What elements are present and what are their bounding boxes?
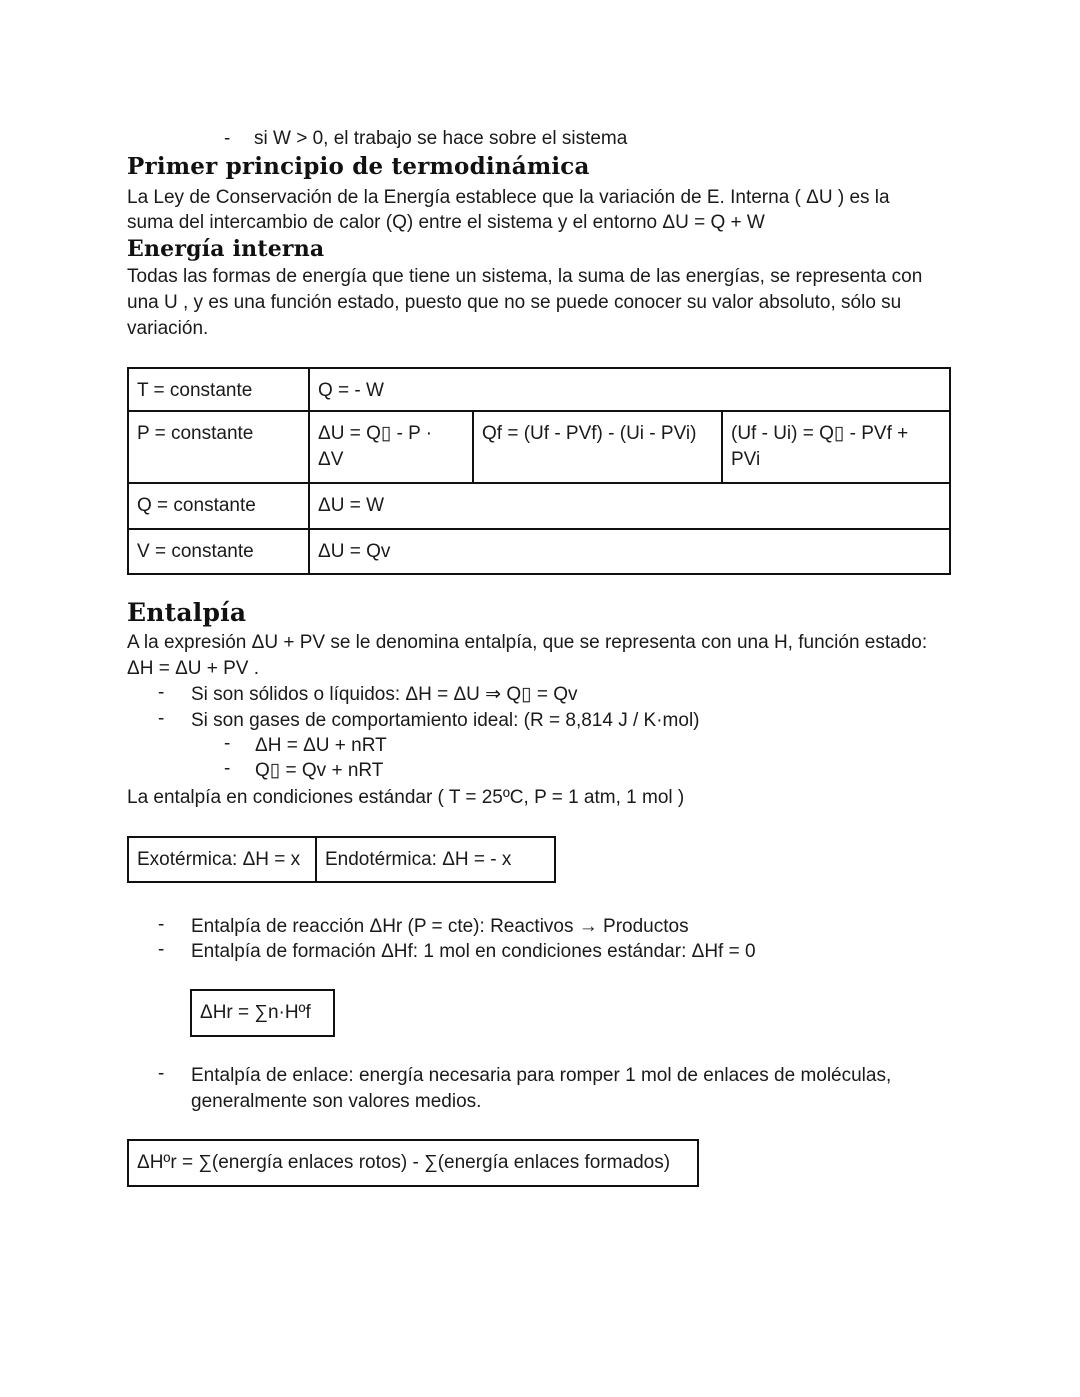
table-cell-condition: Q = constante [128, 483, 309, 529]
formula-box-reaccion [190, 989, 335, 1037]
endotermica-label: Endotérmica: ΔH = - x [325, 848, 512, 870]
entalpia-sub-bullet-2: Q▯ = Qv + nRT [255, 760, 384, 781]
box-divider [315, 838, 317, 881]
sub-bullet-dash: - [224, 733, 231, 754]
uf-ui-line-1: (Uf - Ui) = Q▯ - PVf + [731, 423, 909, 444]
sub-bullet-dash: - [224, 758, 231, 779]
entalpia-bullet-2: Si son gases de comportamiento ideal: (R = 8,814 J / K·mol) [191, 710, 700, 731]
primer-line-1: La Ley de Conservación de la Energía establece que la variación de E. Interna ( ΔU ) es la [127, 187, 890, 208]
uf-ui-line-2: PVi [731, 449, 761, 470]
table-cell-condition: T = constante [128, 368, 309, 411]
energia-line-3: variación. [127, 318, 209, 339]
table-cell-formula: Q = - W [309, 368, 950, 411]
table-cell-qf: Qf = (Uf - PVf) - (Ui - PVi) [473, 411, 722, 483]
table-row [128, 411, 950, 483]
bullet-dash: - [158, 708, 165, 729]
top-bullet-text: si W > 0, el trabajo se hace sobre el sistema [254, 128, 628, 149]
formula-line-2: ΔV [318, 449, 344, 470]
entalpia-bullet-1: Si son sólidos o líquidos: ΔH = ΔU ⇒ Q▯ = Qv [191, 684, 578, 705]
table-cell-formula: ΔU = Qv [309, 529, 950, 574]
bullet-dash: - [224, 128, 231, 149]
exotermica-label: Exotérmica: ΔH = x [137, 848, 301, 870]
bullet-dash: - [158, 1063, 165, 1084]
table-cell-formula: ΔU = W [309, 483, 950, 529]
bullet-dash: - [158, 914, 165, 935]
table-cell-formula [309, 411, 473, 483]
enlace-line-2: generalmente son valores medios. [191, 1091, 482, 1112]
table-cell-condition: V = constante [128, 529, 309, 574]
table-row [128, 483, 950, 529]
exo-endo-box [127, 836, 556, 883]
table-cell-condition: P = constante [128, 411, 309, 483]
heading-energia-interna: Energía interna [127, 236, 325, 262]
conditions-table [127, 367, 951, 575]
enlace-line-1: Entalpía de enlace: energía necesaria para romper 1 mol de enlaces de moléculas, [191, 1065, 892, 1086]
primer-line-2: suma del intercambio de calor (Q) entre el sistema y el entorno ΔU = Q + W [127, 212, 765, 233]
formula-box-enlace [127, 1139, 699, 1187]
table-row [128, 368, 950, 411]
reaccion-bullet-2: Entalpía de formación ΔHf: 1 mol en condiciones estándar: ΔHf = 0 [191, 941, 756, 962]
heading-entalpia: Entalpía [127, 598, 247, 627]
bullet-dash: - [158, 682, 165, 703]
entalpia-standard: La entalpía en condiciones estándar ( T = 25ºC, P = 1 atm, 1 mol ) [127, 787, 685, 808]
formula-line-1: ΔU = Q⁠▯ - P · [318, 423, 433, 444]
heading-primer-principio: Primer principio de termodinámica [127, 153, 590, 180]
table-row [128, 529, 950, 574]
energia-line-2: una U , y es una función estado, puesto que no se puede conocer su valor absoluto, sólo su [127, 292, 902, 313]
formula-reaccion: ΔHr = ∑n·Hºf [200, 1002, 311, 1023]
reaccion-bullet-1: Entalpía de reacción ΔHr (P = cte): Reactivos → Productos [191, 916, 689, 937]
energia-line-1: Todas las formas de energía que tiene un sistema, la suma de las energías, se representa con [127, 266, 923, 287]
entalpia-line-2: ΔH = ΔU + PV . [127, 658, 260, 679]
entalpia-sub-bullet-1: ΔH = ΔU + nRT [255, 735, 387, 756]
formula-enlace: ΔHºr = ∑(energía enlaces rotos) - ∑(energía enlaces formados) [137, 1152, 671, 1173]
table-cell-uf-ui [722, 411, 950, 483]
entalpia-line-1: A la expresión ΔU + PV se le denomina entalpía, que se representa con una H, función estado: [127, 632, 928, 653]
bullet-dash: - [158, 939, 165, 960]
